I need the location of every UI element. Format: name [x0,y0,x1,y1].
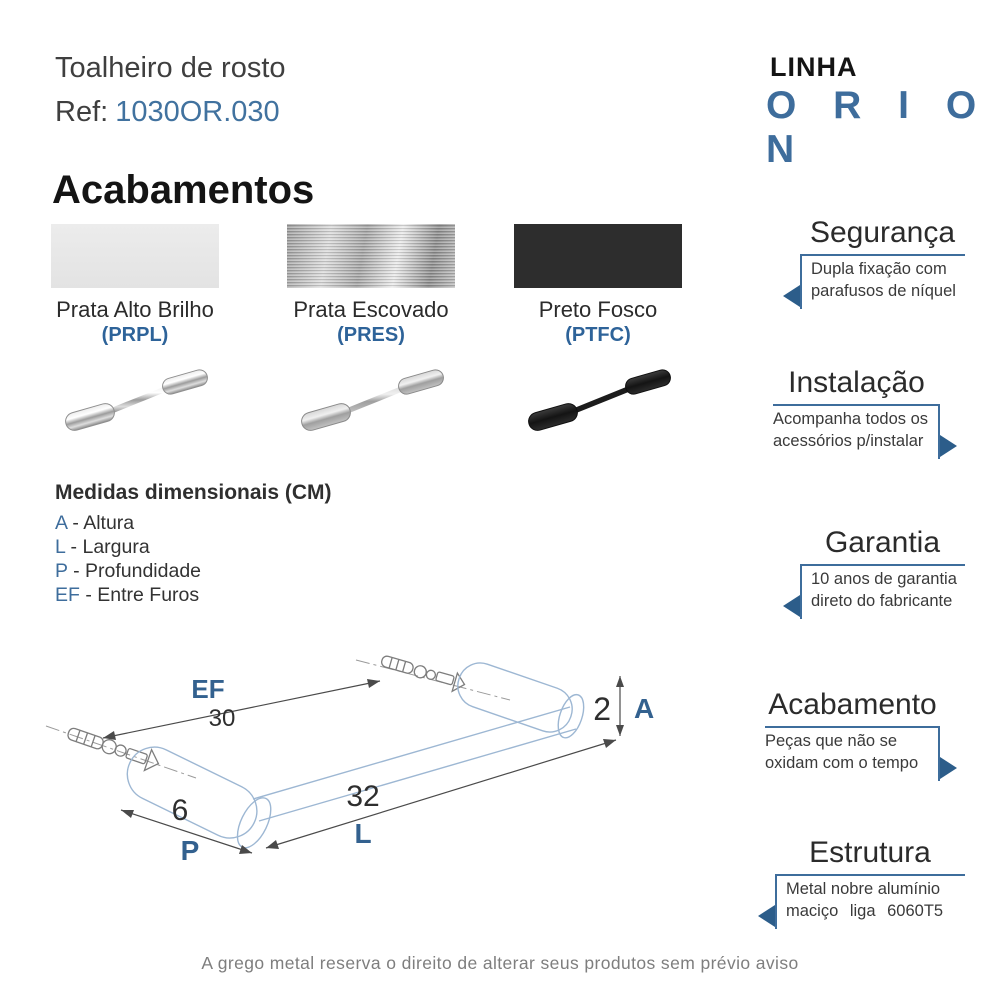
ef-dimension-line [103,681,380,738]
finish-name: Prata Alto Brilho [56,297,214,322]
ref-code: 1030OR.030 [115,96,280,128]
matte-black-swatch [514,224,682,288]
arrow-right-icon [940,435,957,457]
towel-bar-image-brushed [286,355,456,450]
p-dim-value: 6 [171,794,189,827]
p-dim-label: P [180,835,200,866]
brushed-silver-swatch [287,224,455,288]
finish-option-prata-alto-brilho [50,224,220,455]
legend-item-profundidade: P - Profundidade [55,560,202,582]
legend-item-entre-furos: EF - Entre Furos [55,584,200,606]
bar-tube-top-edge [253,707,570,799]
finish-code: (PRES) [337,324,405,346]
l-dim-label: L [354,818,372,849]
center-line-right [356,660,510,700]
dimensions-legend [55,511,201,607]
feature-instalacao: Instalação Acompanha todos os acessórios p/instalar [773,366,940,459]
product-reference [55,96,280,129]
arrow-left-icon [758,905,775,927]
arrow-left-icon [783,595,800,617]
product-title: Toalheiro de rosto [55,52,286,84]
ef-dim-label: EF [191,674,225,704]
l-dim-value: 32 [346,780,380,813]
feature-title: Instalação [788,366,925,399]
towel-bar-image-chrome [50,355,220,450]
finish-code: (PTFC) [565,324,631,346]
feature-garantia: Garantia 10 anos de garantia direto do fabricante [800,526,965,619]
a-dim-value: 2 [593,691,611,727]
dimensions-heading: Medidas dimensionais (CM) [55,481,332,504]
finish-name: Preto Fosco [538,297,658,322]
ef-dim-value: 30 [208,705,236,732]
feature-seguranca: Segurança Dupla fixação com parafusos de níquel [800,216,965,309]
finishes-heading: Acabamentos [52,168,315,212]
finish-name: Prata Escovado [293,297,449,322]
feature-title: Segurança [809,216,956,249]
feature-estrutura: Estrutura Metal nobre alumínio maciço liga 6060T5 [775,836,965,929]
footer-disclaimer: A grego metal reserva o direito de alterar seus produtos sem prévio aviso [201,953,799,973]
brand-line-name: O R I O N [766,84,990,171]
right-post-outline [452,657,589,742]
feature-title: Estrutura [809,836,931,869]
feature-title: Acabamento [768,688,937,721]
finish-code: (PRPL) [101,324,169,346]
arrow-left-icon [783,285,800,307]
l-dimension-line [266,740,616,848]
technical-drawing [28,638,708,893]
legend-item-altura: A - Altura [55,512,135,534]
ref-label: Ref: [55,96,109,128]
screw-anchor-icon [379,652,467,694]
feature-title: Garantia [824,526,941,559]
feature-acabamento: Acabamento Peças que não se oxidam com o tempo [765,688,940,781]
finish-option-preto-fosco [513,224,683,455]
a-dim-label: A [634,693,655,724]
gloss-silver-swatch [51,224,219,288]
finish-option-prata-escovado [286,224,456,455]
bar-tube-bottom-edge [259,729,576,821]
legend-item-largura: L - Largura [55,536,150,558]
towel-bar-image-black [513,355,683,450]
arrow-right-icon [940,757,957,779]
brand-line-label: LINHA [770,52,858,82]
